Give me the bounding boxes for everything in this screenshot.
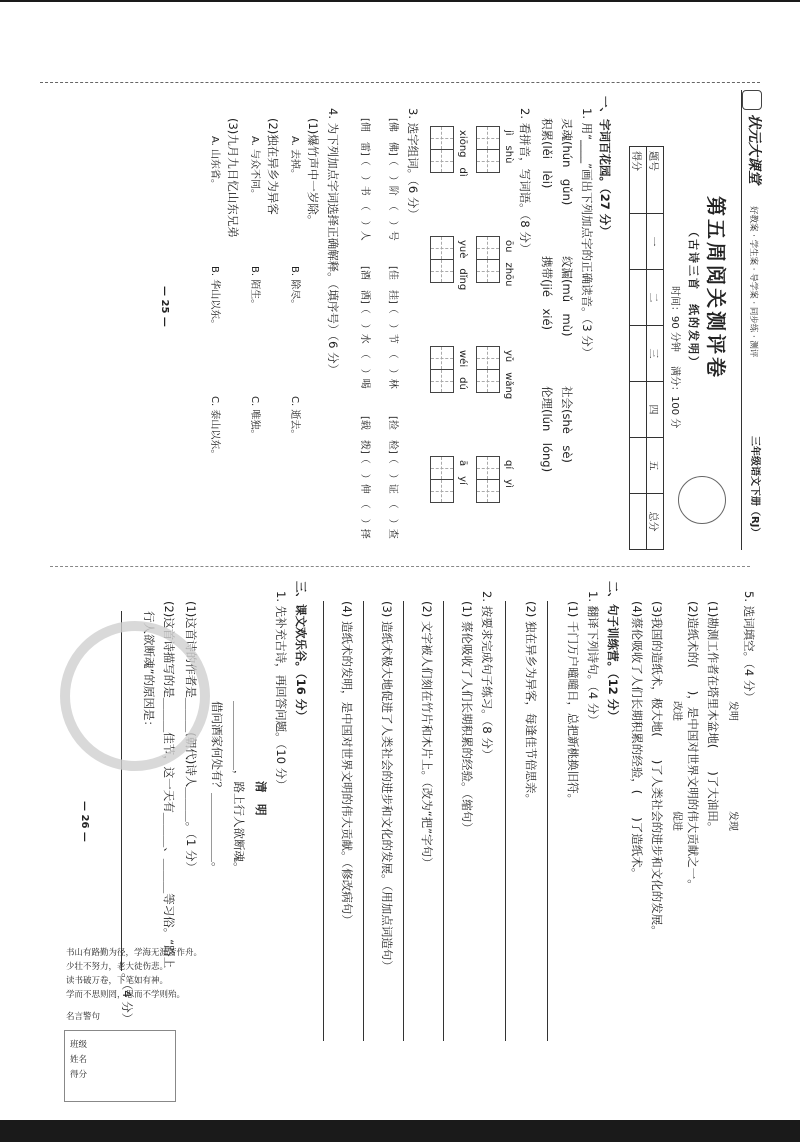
score-header-2: 二 <box>647 270 664 326</box>
q5-prompt: 5. 选词填空。（4 分） <box>742 591 756 703</box>
q5-4: (4)蔡伦吸收了人们长期积累的经验，( )了造纸术。 <box>630 601 644 880</box>
q2-prompt: 2. 看拼音，写词语。（8 分） <box>518 108 532 255</box>
header-rule <box>741 90 742 550</box>
s2-q2-1: (1) 蔡伦吸收了人们长期积累的经验。（缩句） <box>460 601 474 834</box>
test-subtitle: （古诗三首 纸的发明） <box>687 226 700 369</box>
watermark-seal-icon <box>60 621 210 771</box>
margin-label: 姓名 <box>70 1055 88 1065</box>
score-table <box>629 146 664 550</box>
answer-line[interactable] <box>443 601 444 1041</box>
poem-title: 清 明 <box>254 781 268 816</box>
score-cell[interactable] <box>630 438 647 494</box>
score-header-1: 一 <box>647 214 664 270</box>
binding-margin <box>30 56 770 82</box>
writing-grid[interactable] <box>430 346 454 392</box>
score-header-0: 题号 <box>647 147 664 214</box>
score-cell[interactable] <box>630 494 647 550</box>
score-header-4: 四 <box>647 382 664 438</box>
pinyin: qí yì <box>503 460 514 488</box>
exam-spread <box>30 36 770 1096</box>
right-page <box>30 581 770 1081</box>
pinyin: xiōng dì <box>457 130 468 177</box>
pinyin: ōu zhōu <box>503 240 514 287</box>
q5-2: (2)造纸术的( )，是中国对世界文明的伟大贡献之一。 <box>686 601 700 891</box>
q5-1: (1)勘测工作者在塔里木盆地( )了大油田。 <box>706 601 720 834</box>
page-number-right: — 26 — <box>79 801 90 842</box>
s3-q1: 1. 先补充古诗，再回答问题。（10 分） <box>274 591 288 791</box>
margin-note: 读书破万卷，下笔如有神。 <box>66 976 169 986</box>
q3-pair: [捡 检]（ ）证 （ ）查 <box>387 416 398 539</box>
q4-3: (3)九月九日忆山东兄弟 <box>226 118 240 238</box>
q1-item: 社会(shè sè) <box>560 386 574 463</box>
rotated-spread <box>30 36 770 1096</box>
section1-heading: 一、字词百花园。（27 分） <box>598 96 612 237</box>
pinyin: yǔ wǎng <box>503 350 514 400</box>
score-header-6: 总分 <box>647 494 664 550</box>
margin-badge: 名言警句 <box>66 1012 101 1022</box>
q3-pair: [酒 洒]（ ）水 （ ）喝 <box>359 266 370 389</box>
q5-3: (3)我国的造纸术，极大地( )了人类社会的进步和文化的发展。 <box>650 601 664 937</box>
score-cell[interactable] <box>630 326 647 382</box>
test-title: 第五周阅关测评卷 <box>704 196 728 380</box>
writing-grid[interactable] <box>476 126 500 172</box>
writing-grid[interactable] <box>430 126 454 172</box>
s2-q2-3: (3) 造纸术极大地促进了人类社会的进步和文化的发展。（用加点词造句） <box>380 601 394 972</box>
q1-item: 纹漏(mǔ mù) <box>560 256 574 337</box>
brand-title: 状元大课堂 <box>746 114 762 184</box>
score-cell[interactable] <box>630 270 647 326</box>
q1-item: 积累(lěi lèi) <box>540 118 554 189</box>
test-full-score: 满分：100 分 <box>669 366 680 429</box>
s3-q1-a2c: 。（4 分） <box>120 973 134 1025</box>
score-row-label: 得分 <box>630 147 647 214</box>
q4-option: B. 除尽。 <box>289 266 300 310</box>
writing-grid[interactable] <box>476 346 500 392</box>
s2-q2: 2. 按要求完成句子练习。（8 分） <box>480 591 494 761</box>
section3-heading: 三、课文欢乐谷。（16 分） <box>294 581 308 722</box>
s2-q1: 1. 翻译下列诗句。（4 分） <box>586 591 600 726</box>
q5-word: 发现 <box>727 811 738 831</box>
pinyin: wéi dú <box>457 350 468 390</box>
q4-option: A. 与众不同。 <box>249 136 260 200</box>
q3-pair: [载 拨]（ ）伸 （ ）择 <box>359 416 370 539</box>
q1-item: 伦理(lún lóng) <box>540 386 554 473</box>
writing-grid[interactable] <box>430 456 454 502</box>
test-time: 时间：90 分钟 <box>669 286 680 352</box>
q4-2: (2)独在异乡为异客 <box>266 118 280 215</box>
left-page <box>30 56 770 556</box>
answer-line[interactable] <box>403 601 404 1041</box>
margin-note: 少壮不努力，老大徒伤悲。 <box>66 962 169 972</box>
cut-line <box>40 82 760 83</box>
brand-logo-icon <box>742 90 762 110</box>
q5-word: 发明 <box>727 701 738 721</box>
margin-label: 班级 <box>70 1040 88 1050</box>
s3-q1-a2: (2)这首诗描写的是＿＿＿佳节，这一天有＿＿＿、＿＿＿等习俗。“路上 <box>162 601 176 969</box>
s2-q2-2: (2) 文字被人们刻在竹片和木片上。（改为“把”字句） <box>420 601 434 869</box>
q4-1: (1)爆竹声中一岁除。 <box>306 118 320 227</box>
mascot-icon <box>678 476 726 524</box>
answer-line[interactable] <box>547 601 548 1041</box>
score-cell[interactable] <box>630 382 647 438</box>
pinyin: yuè dǐng <box>457 240 468 291</box>
section2-heading: 二、句子训练营。（12 分） <box>606 581 620 722</box>
writing-grid[interactable] <box>430 236 454 282</box>
q3-prompt: 3. 选字组词。（6 分） <box>406 108 420 220</box>
s2-q1-2: (2) 独在异乡为异客，每逢佳节倍思亲。 <box>524 601 538 805</box>
s2-q1-1: (1) 千门万户曈曈日，总把新桃换旧符。 <box>566 601 580 805</box>
poem-line-1: ＿＿＿＿＿＿，路上行人欲断魂。 <box>232 701 246 874</box>
q3-pair: [佳 挂]（ ）节 （ ）林 <box>387 266 398 389</box>
margin-note: 书山有路勤为径，学海无涯苦作舟。 <box>66 948 203 958</box>
q1-item: 灵魂(hún gǔn) <box>560 118 574 206</box>
brand-subtitle: 好教案 · 学生案 · 导学案 · 同步练 · 测评 <box>748 206 758 358</box>
answer-line[interactable] <box>363 601 364 1041</box>
q4-prompt: 4. 为下列加点字词选择正确解释。（填序号）（6 分） <box>326 108 340 376</box>
s3-q1-a2b: 行人欲断魂”的原因是： <box>142 611 156 732</box>
q1-prompt: 1. 用“____”画出下列加点字的正确读音。（3 分） <box>580 108 594 359</box>
q3-pair: [佣 雷]（ ）书 （ ）人 <box>359 118 370 241</box>
q5-word: 改进 <box>671 701 682 721</box>
writing-grid[interactable] <box>476 456 500 502</box>
pinyin: jì shù <box>503 130 514 164</box>
scan-edge-bottom <box>0 1120 800 1142</box>
margin-note: 学而不思则罔，思而不学则殆。 <box>66 990 186 1000</box>
book-label: 三年级语文下册（RJ） <box>749 436 760 538</box>
score-header-5: 五 <box>647 438 664 494</box>
q4-option: C. 唯独。 <box>249 396 260 440</box>
s2-q2-4: (4) 造纸术的发明，是中国对世界文明的伟大贡献。（修改病句） <box>340 601 354 926</box>
q4-option: B. 华山以东。 <box>209 266 220 330</box>
scan-edge-top <box>0 0 800 2</box>
q4-option: A. 山东省。 <box>209 136 220 190</box>
answer-line[interactable] <box>505 601 506 1041</box>
q5-word: 促进 <box>671 811 682 831</box>
q4-option: C. 逝去。 <box>289 396 300 440</box>
fold-line <box>50 566 750 567</box>
q4-option: C. 泰山以东。 <box>209 396 220 460</box>
score-cell[interactable] <box>630 214 647 270</box>
answer-line[interactable] <box>323 601 324 1041</box>
poem-line-2: 借问酒家何处有？＿＿＿＿＿＿。 <box>210 701 224 874</box>
q4-option: A. 去掉。 <box>289 136 300 180</box>
pinyin: ā yí <box>457 460 468 485</box>
q1-item: 携带(jié xié) <box>540 256 554 331</box>
margin-label: 得分 <box>70 1070 88 1080</box>
q4-option: B. 陌生。 <box>249 266 260 310</box>
writing-grid[interactable] <box>476 236 500 282</box>
page-number-left: — 25 — <box>159 286 170 327</box>
q3-pair: [佛 佛]（ ）阶 （ ）号 <box>387 118 398 241</box>
score-header-3: 三 <box>647 326 664 382</box>
s3-q1-a1: (1)这首诗的作者是＿＿＿(朝代)诗人＿＿＿。（1 分） <box>184 601 198 873</box>
